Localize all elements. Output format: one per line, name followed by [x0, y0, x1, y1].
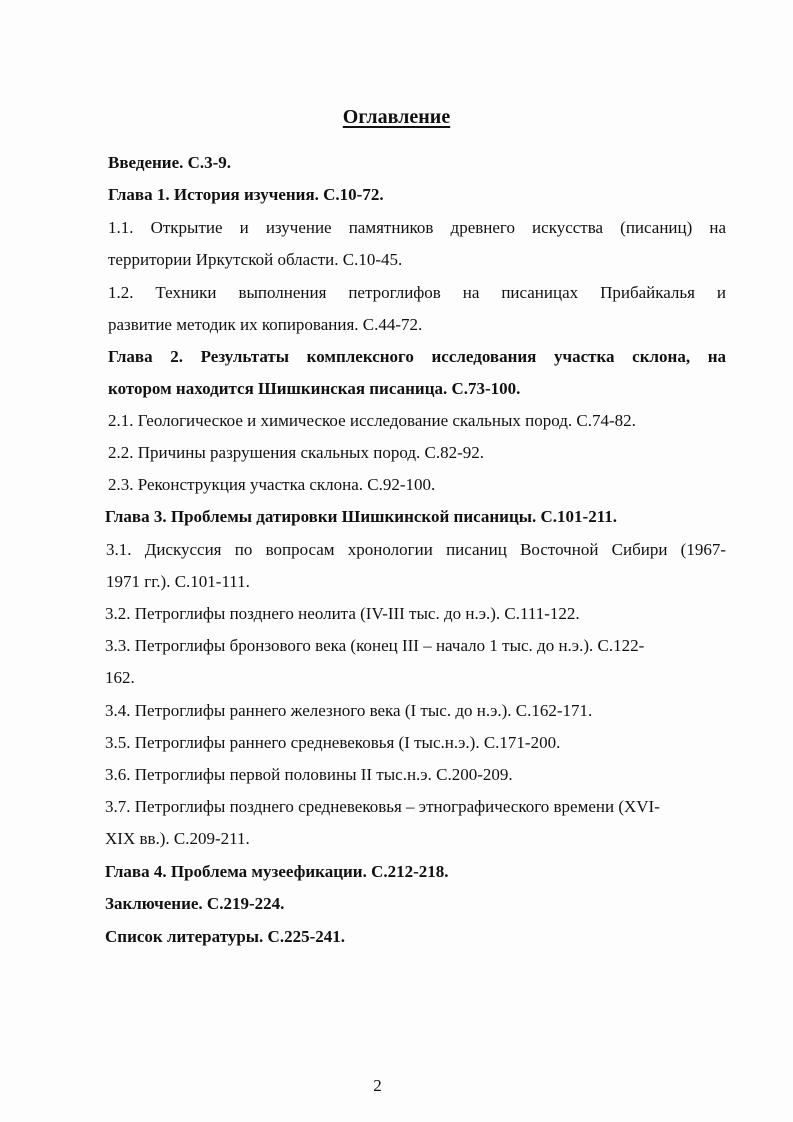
toc-section-3-3-line-1: 3.3. Петроглифы бронзового века (конец III – начало 1 тыс. до н.э.). С.122-: [105, 636, 645, 655]
toc-introduction: Введение. С.3-9.: [108, 153, 232, 172]
toc-chapter-3: Глава 3. Проблемы датировки Шишкинской писаницы. С.101-211.: [105, 507, 618, 526]
toc-references: Список литературы. С.225-241.: [105, 927, 345, 946]
toc-section-3-3-line-2: 162.: [105, 668, 135, 687]
toc-chapter-4: Глава 4. Проблема музеефикации. С.212-218.: [105, 862, 449, 881]
toc-section-3-1-line-2: 1971 гг.). С.101-111.: [106, 572, 250, 591]
page-title: Оглавление: [342, 106, 451, 128]
toc-section-2-1: 2.1. Геологическое и химическое исследование скальных пород. С.74-82.: [108, 411, 636, 430]
toc-section-3-7-line-1: 3.7. Петроглифы позднего средневековья – этнографического времени (XVI-: [105, 797, 660, 816]
toc-section-1-1-line-2: территории Иркутской области. С.10-45.: [108, 250, 403, 269]
toc-chapter-2-line-2: котором находится Шишкинская писаница. С.73-100.: [108, 379, 521, 398]
toc-section-3-5: 3.5. Петроглифы раннего средневековья (I тыс.н.э.). С.171-200.: [105, 733, 561, 752]
toc-section-1-2-line-1: 1.2. Техники выполнения петроглифов на писаницах Прибайкалья и: [108, 283, 726, 302]
toc-section-3-4: 3.4. Петроглифы раннего железного века (I тыс. до н.э.). С.162-171.: [105, 701, 593, 720]
toc-section-3-7-line-2: XIX вв.). С.209-211.: [105, 829, 250, 848]
toc-section-3-2: 3.2. Петроглифы позднего неолита (IV-III тыс. до н.э.). С.111-122.: [105, 604, 580, 623]
toc-chapter-1: Глава 1. История изучения. С.10-72.: [108, 185, 384, 204]
toc-section-3-6: 3.6. Петроглифы первой половины II тыс.н.э. С.200-209.: [105, 765, 513, 784]
toc-section-2-2: 2.2. Причины разрушения скальных пород. С.82-92.: [108, 443, 484, 462]
toc-section-3-1-line-1: 3.1. Дискуссия по вопросам хронологии писаниц Восточной Сибири (1967-: [106, 540, 726, 559]
toc-conclusion: Заключение. С.219-224.: [105, 894, 285, 913]
toc-section-1-2-line-2: развитие методик их копирования. С.44-72.: [108, 315, 423, 334]
toc-section-2-3: 2.3. Реконструкция участка склона. С.92-100.: [108, 475, 436, 494]
toc-chapter-2-line-1: Глава 2. Результаты комплексного исследования участка склона, на: [108, 347, 726, 366]
toc-section-1-1-line-1: 1.1. Открытие и изучение памятников древнего искусства (писаниц) на: [108, 218, 726, 237]
page-number: 2: [373, 1076, 382, 1095]
